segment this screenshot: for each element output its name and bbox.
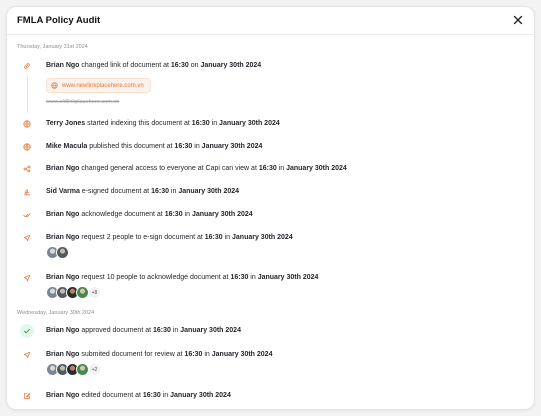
- event-text: Mike Macula published this document at 16:30 in January 30th 2024: [46, 143, 263, 150]
- timeline-item: [17, 208, 522, 224]
- event-text: Brian Ngo request 10 people to acknowledge document at 16:30 in January 30th 2024: [46, 274, 319, 281]
- new-link: www.newlinkplacehere.com.vn: [62, 82, 144, 89]
- timeline-item: [17, 271, 522, 305]
- timeline-item: [17, 117, 522, 133]
- share-icon: [20, 162, 34, 176]
- event-text: Brian Ngo changed general access to everyone at Capi can view at 16:30 in January 30th 2024: [46, 165, 347, 172]
- timeline-item: [17, 162, 522, 178]
- timeline-item: [17, 389, 522, 405]
- event-text: Brian Ngo request 2 people to e-sign document at 16:30 in January 30th 2024: [46, 234, 293, 241]
- close-icon[interactable]: [511, 13, 525, 27]
- timeline-item: [17, 348, 522, 382]
- send-icon: [20, 231, 34, 245]
- event-text: Brian Ngo edited document at 16:30 in January 30th 2024: [46, 392, 231, 399]
- timeline-item: [17, 231, 522, 265]
- dialog-header: [7, 7, 534, 35]
- more-avatars-count: +2: [88, 363, 101, 376]
- signature-icon: [20, 185, 34, 199]
- day-header: Wednesday, January 30th 2024: [17, 310, 95, 316]
- edit-icon: [20, 389, 34, 403]
- avatar: [56, 246, 69, 259]
- event-text: Terry Jones started indexing this document at 16:30 in January 30th 2024: [46, 120, 280, 127]
- send-icon: [20, 271, 34, 285]
- more-avatars-count: +8: [88, 286, 101, 299]
- timeline-item: [17, 59, 522, 115]
- old-link: www.oldlinkplacehere.com.vn: [46, 99, 120, 105]
- check-icon: [20, 324, 34, 338]
- avatar-group[interactable]: [46, 246, 66, 259]
- send-icon: [20, 348, 34, 362]
- dialog-title: FMLA Policy Audit: [17, 15, 101, 26]
- globe-icon: [20, 117, 34, 131]
- timeline-connector: [27, 75, 28, 113]
- timeline-item: [17, 324, 522, 340]
- event-text: Sid Varma e-signed document at 16:30 in January 30th 2024: [46, 188, 240, 195]
- new-link-pill[interactable]: [46, 78, 151, 93]
- timeline-item: [17, 185, 522, 201]
- avatar-group[interactable]: [46, 286, 101, 299]
- audit-dialog: [6, 6, 535, 410]
- event-text: Brian Ngo acknowledge document at 16:30 in January 30th 2024: [46, 211, 253, 218]
- link-icon: [20, 59, 34, 73]
- event-text: Brian Ngo submited document for review at 16:30 in January 30th 2024: [46, 351, 273, 358]
- event-text: Brian Ngo approved document at 16:30 in January 30th 2024: [46, 327, 241, 334]
- check-double-icon: [20, 208, 34, 222]
- globe-icon: [20, 140, 34, 154]
- timeline-item: [17, 140, 522, 156]
- avatar-group[interactable]: [46, 363, 101, 376]
- globe-icon: [51, 82, 58, 89]
- event-text: Brian Ngo changed link of document at 16:30 on January 30th 2024: [46, 62, 262, 69]
- day-header: Thursday, January 31st 2024: [17, 44, 88, 50]
